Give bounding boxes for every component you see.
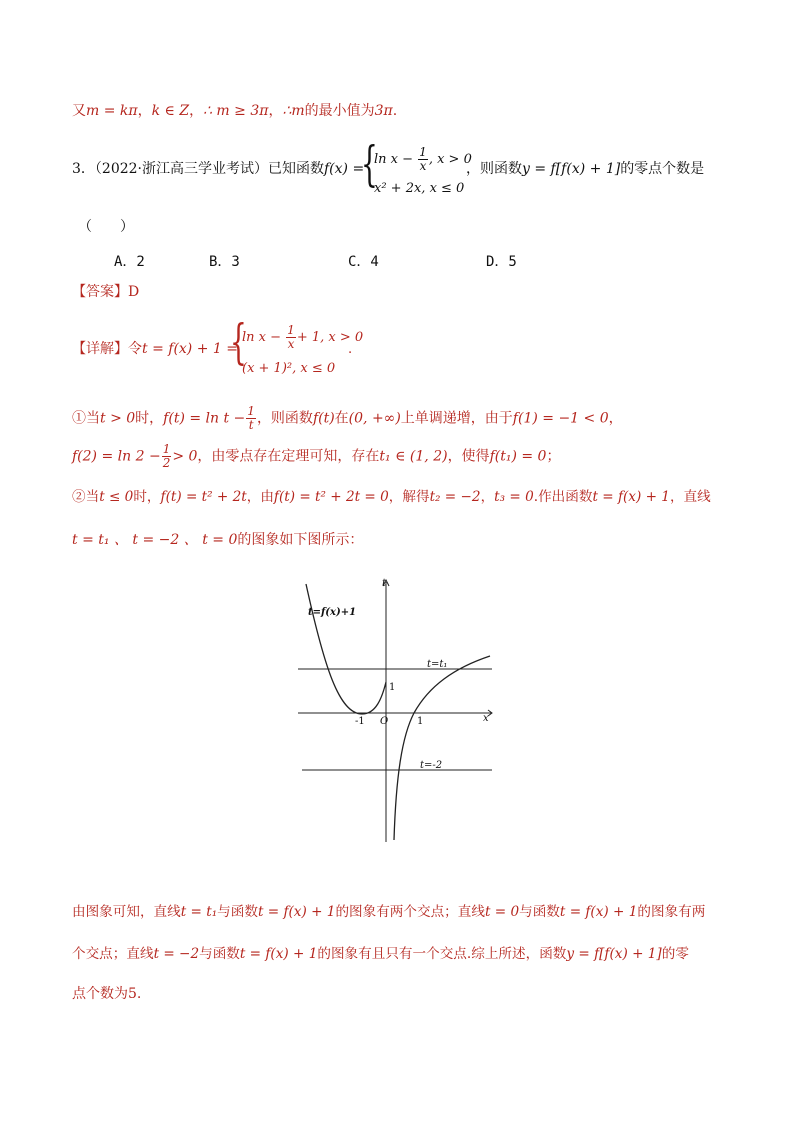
m: t = t₁ [180, 904, 218, 920]
conclusion-l3 [72, 984, 734, 1004]
m: t = f(x) + 1 [257, 904, 336, 920]
text-prefix: 又 [72, 103, 86, 119]
detail-dot: . [348, 342, 353, 357]
p2-frac [162, 443, 172, 470]
frac-num: 1 [162, 442, 171, 456]
t: 在 [334, 410, 349, 427]
m: y = f[f(x) + 1] [566, 946, 662, 962]
t: 与函数 [217, 904, 258, 920]
math-therefore-2: ∴m [282, 103, 305, 119]
detail-p4 [72, 530, 734, 550]
t: .作出函数 [533, 489, 593, 505]
frac-den: x [419, 159, 427, 173]
curve-label: t=f(x)+1 [308, 607, 357, 618]
math-min-val: 3π [374, 103, 393, 119]
t: 的零 [661, 946, 689, 962]
q3-paren: （ ） [78, 219, 134, 235]
t: 的图象如下图所示： [237, 532, 364, 548]
math-therefore-1: ∴ m ≥ 3π [203, 103, 269, 119]
line-t1-label: t=t₁ [427, 659, 448, 670]
q3-tail [466, 159, 734, 179]
q3-case1-frac [418, 146, 428, 173]
curve-right-branch [394, 656, 490, 840]
prev-answer-line [72, 101, 734, 121]
m: f(1) = −1 < 0 [512, 410, 609, 427]
t: 的图象有且只有一个交点.综上所述，函数 [317, 946, 567, 962]
option-a[interactable]: A．2 [114, 254, 145, 270]
t: 与函数 [199, 946, 240, 962]
frac-num: 1 [287, 323, 295, 337]
math-m-eq: m = kπ [86, 103, 138, 119]
t: ， [608, 410, 623, 427]
detail-p2 [72, 443, 734, 470]
detail-lead [72, 339, 734, 359]
detail-label: 【详解】令 [72, 341, 142, 357]
conclusion-l2 [72, 944, 734, 964]
line-neg2-label: t=-2 [420, 760, 443, 771]
m: f(t) = t² + 2t = 0 [273, 489, 389, 505]
q3-case-1 [374, 146, 472, 173]
m: t = f(x) + 1 [592, 489, 670, 505]
m: t = f(x) + 1 [239, 946, 318, 962]
detail-case1-a: ln x − [242, 330, 282, 345]
m: (0, +∞) [348, 410, 401, 427]
t: ①当 [72, 410, 100, 427]
q3-mid: ，则函数 [466, 161, 522, 177]
frac-den: x [287, 337, 295, 351]
t: 与函数 [519, 904, 560, 920]
m: f(t) = ln t − [163, 410, 246, 427]
t: ； [546, 448, 561, 465]
q3-brace: { [361, 136, 378, 192]
curve-left-branch [306, 584, 386, 714]
q3-fx: f(x) = [324, 161, 365, 177]
m: t = −2 [153, 946, 200, 962]
t: . [136, 986, 142, 1002]
origin-label: O [380, 716, 389, 727]
text-tail: 的最小值为 [304, 103, 375, 119]
q3-case-2: x² + 2x, x ≤ 0 [374, 181, 465, 196]
q3-lead-text: 3．（2022·浙江高三学业考试）已知函数 [72, 161, 324, 177]
detail-case-1 [242, 324, 363, 351]
m: t₂ = −2 [429, 489, 481, 505]
detail-case1-b: + 1, x > 0 [296, 330, 364, 345]
t: 个交点；直线 [72, 946, 154, 962]
math-k-in-z: k ∈ Z [151, 103, 190, 119]
t: ， [480, 489, 495, 505]
sep: ， [137, 103, 152, 119]
x-one-label: 1 [417, 716, 424, 727]
t: 的图象有两个交点；直线 [335, 904, 485, 920]
frac-num: 1 [419, 145, 427, 159]
t: ，使得 [447, 448, 490, 465]
frac-num: 1 [247, 404, 255, 418]
neg-one-label: -1 [355, 716, 365, 727]
frac-den: t [248, 418, 254, 432]
detail-brace: { [230, 314, 247, 370]
m: t = f(x) + 1 [559, 904, 638, 920]
t: ②当 [72, 489, 100, 505]
t-axis-label: t [382, 578, 387, 589]
m: f(2) = ln 2 − [72, 448, 161, 465]
m: t₃ = 0 [494, 489, 534, 505]
t: 时， [135, 410, 164, 427]
p1-frac [246, 405, 256, 432]
end-dot: . [392, 103, 398, 119]
sep: ， [268, 103, 283, 119]
m: f(t) [312, 410, 335, 427]
m: t = 0 [484, 904, 520, 920]
option-c[interactable]: C．4 [348, 254, 379, 270]
detail-t-def: t = f(x) + 1 = [142, 341, 238, 357]
detail-p1 [72, 405, 734, 432]
conclusion-l1 [72, 902, 734, 922]
t: 由图象可知，直线 [72, 904, 181, 920]
m: 5 [128, 986, 137, 1002]
option-d[interactable]: D．5 [486, 254, 517, 270]
t: ，则函数 [256, 410, 313, 427]
q3-tail-text: 的零点个数是 [620, 161, 705, 177]
answer-label: 【答案】D [72, 284, 140, 300]
m: > 0 [172, 448, 198, 465]
option-b[interactable]: B．3 [209, 254, 240, 270]
m: t = t₁ 、 t = −2 、 t = 0 [72, 532, 238, 548]
m: f(t) = t² + 2t [160, 489, 247, 505]
m: f(t₁) = 0 [489, 448, 547, 465]
x-axis-label: x [483, 713, 489, 724]
m: t₁ ∈ (1, 2) [379, 448, 448, 465]
t: ，由 [246, 489, 274, 505]
sep: ， [189, 103, 204, 119]
q3-case1-a: ln x − [374, 152, 414, 167]
detail-case1-frac [286, 324, 296, 351]
detail-p3 [72, 487, 734, 507]
t-one-label: 1 [389, 682, 396, 693]
m: t ≤ 0 [99, 489, 134, 505]
t: ，解得 [388, 489, 430, 505]
function-graph [284, 576, 504, 846]
q3-case1-b: , x > 0 [428, 152, 472, 167]
t: 上单调递增，由于 [400, 410, 513, 427]
t: 点个数为 [72, 986, 128, 1002]
t: 的图象有两 [637, 904, 706, 920]
detail-case-2: (x + 1)², x ≤ 0 [242, 361, 336, 376]
frac-den: 2 [162, 456, 171, 470]
t: 时， [133, 489, 161, 505]
q3-y-expr: y = f[f(x) + 1] [522, 161, 621, 177]
t: ，由零点存在定理可知，存在 [197, 448, 380, 465]
m: t > 0 [100, 410, 136, 427]
t: ，直线 [669, 489, 711, 505]
